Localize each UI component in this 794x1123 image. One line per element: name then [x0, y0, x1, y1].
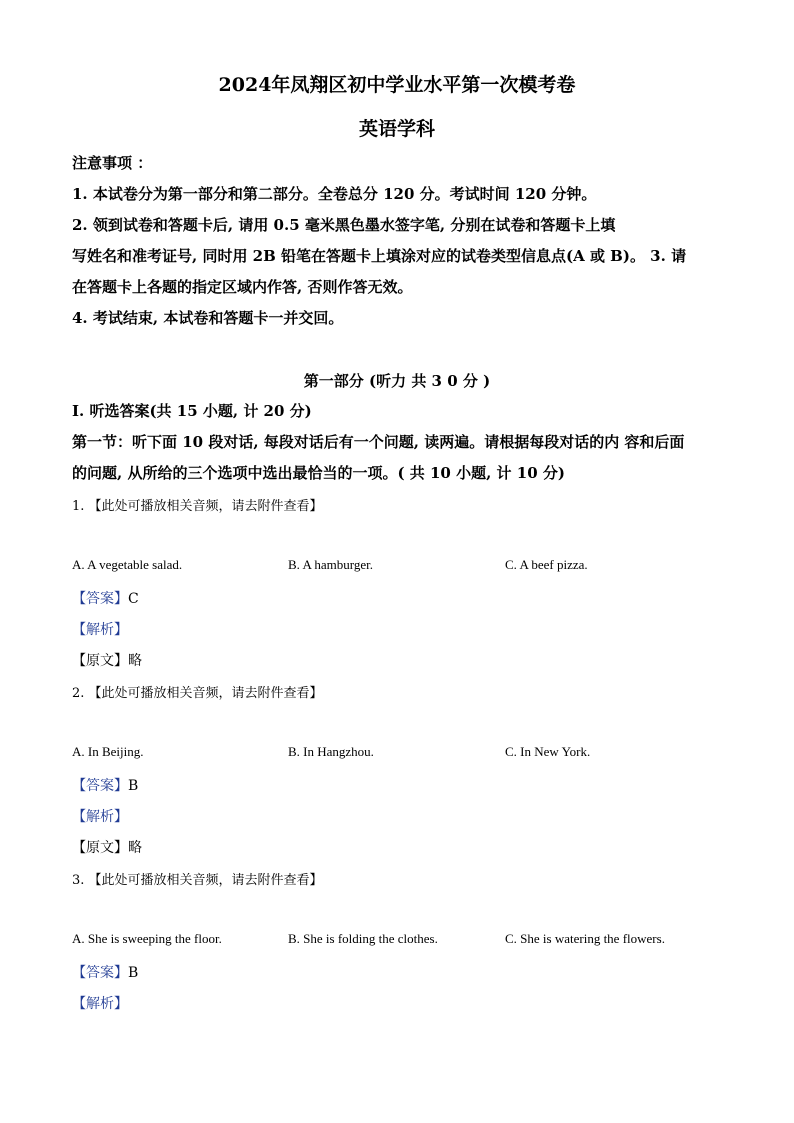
question-3-option-a: A. She is sweeping the floor.	[72, 931, 222, 946]
exam-title: 2024年凤翔区初中学业水平第一次模考卷	[218, 74, 576, 96]
question-1-option-a: A. A vegetable salad.	[72, 557, 183, 572]
question-2-original	[72, 837, 142, 857]
answer-value: B	[128, 965, 139, 981]
question-2-prompt: 2. 【此处可播放相关音频，请去附件查看】	[72, 686, 323, 701]
notes-item-3: 在答题卡上各题的指定区域内作答, 否则作答无效。	[72, 278, 413, 296]
part1-heading: 第一部分 (听力 共 3 0 分 )	[303, 372, 491, 390]
answer-label: 【答案】	[72, 965, 128, 981]
question-3-option-c: C. She is watering the flowers.	[505, 931, 665, 946]
original-value: 略	[128, 653, 142, 669]
notes-item-1: 1. 本试卷分为第一部分和第二部分。全卷总分 120 分。考试时间 120 分钟。	[72, 185, 597, 203]
question-1-original	[72, 650, 142, 670]
subject-title: 英语学科	[358, 118, 435, 140]
original-value: 略	[128, 840, 142, 856]
analysis-label: 【解析】	[72, 622, 128, 638]
question-3-prompt: 3. 【此处可播放相关音频，请去附件查看】	[72, 873, 323, 888]
section-instruction-2: 的问题, 从所给的三个选项中选出最恰当的一项。( 共 10 小题, 计 10 分)	[72, 464, 565, 482]
original-label: 【原文】	[72, 840, 128, 856]
question-2-option-c: C. In New York.	[505, 744, 591, 759]
answer-value: C	[128, 591, 139, 607]
analysis-label: 【解析】	[72, 996, 128, 1012]
answer-label: 【答案】	[72, 778, 128, 794]
section-heading: I. 听选答案(共 15 小题, 计 20 分)	[72, 402, 312, 420]
question-3-analysis	[72, 993, 128, 1013]
question-2-option-b: B. In Hangzhou.	[288, 744, 374, 759]
question-3-option-b: B. She is folding the clothes.	[288, 931, 438, 946]
notes-heading: 注意事项 ：	[72, 154, 153, 172]
question-2-answer	[72, 775, 138, 795]
answer-label: 【答案】	[72, 591, 128, 607]
question-1-option-c: C. A beef pizza.	[505, 557, 588, 572]
answer-value: B	[128, 778, 139, 794]
question-1-prompt: 1. 【此处可播放相关音频，请去附件查看】	[72, 499, 323, 514]
question-2-analysis	[72, 806, 128, 826]
analysis-label: 【解析】	[72, 809, 128, 825]
question-1-analysis	[72, 619, 128, 639]
question-1-option-b: B. A hamburger.	[288, 557, 373, 572]
question-2-option-a: A. In Beijing.	[72, 744, 144, 759]
notes-item-4: 4. 考试结束, 本试卷和答题卡一并交回。	[72, 309, 344, 327]
notes-item-2a: 2. 领到试卷和答题卡后, 请用 0.5 毫米黑色墨水签字笔, 分别在试卷和答题卡上填	[72, 216, 616, 234]
section-instruction-1: 第一节：听下面 10 段对话, 每段对话后有一个问题, 读两遍。请根据每段对话的内 容和后面	[72, 433, 685, 451]
question-3-answer	[72, 962, 138, 982]
question-1-answer	[72, 588, 139, 608]
notes-item-2b: 写姓名和准考证号, 同时用 2B 铅笔在答题卡上填涂对应的试卷类型信息点(A 或 B)。 3. 请	[72, 247, 687, 265]
original-label: 【原文】	[72, 653, 128, 669]
